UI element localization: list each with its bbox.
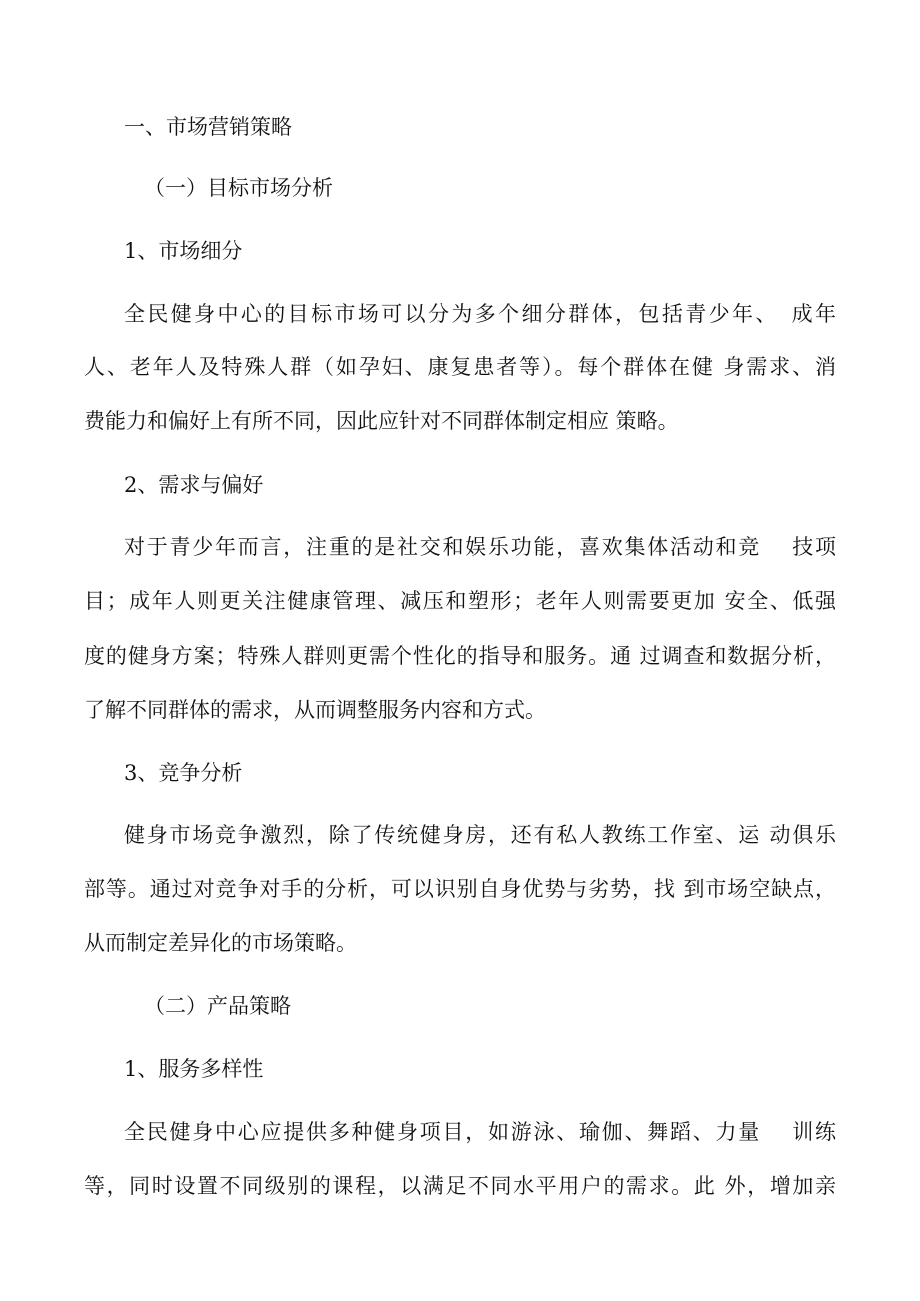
heading-service-diversity: 1、服务多样性 xyxy=(124,1057,264,1081)
heading-needs-preferences: 2、需求与偏好 xyxy=(124,473,264,497)
paragraph-diversity-line-1: 全民健身中心应提供多种健身项目，如游泳、瑜伽、舞蹈、力量 训练 xyxy=(124,1120,836,1144)
paragraph-needs-line-4: 了解不同群体的需求，从而调整服务内容和方式。 xyxy=(84,698,546,722)
paragraph-needs-line-1: 对于青少年而言，注重的是社交和娱乐功能，喜欢集体活动和竞 技项 xyxy=(124,535,836,559)
heading-marketing-strategy: 一、市场营销策略 xyxy=(124,115,292,139)
heading-competition-analysis: 3、竞争分析 xyxy=(124,761,243,785)
paragraph-segmentation-line-2: 人、老年人及特殊人群（如孕妇、康复患者等）。每个群体在健 身需求、消 xyxy=(84,355,836,379)
paragraph-competition-line-3: 从而制定差异化的市场策略。 xyxy=(84,931,357,955)
paragraph-competition-line-2: 部等。通过对竞争对手的分析，可以识别自身优势与劣势，找 到市场空缺点， xyxy=(84,877,836,901)
heading-market-segmentation: 1、市场细分 xyxy=(124,239,243,263)
paragraph-needs-line-3: 度的健身方案；特殊人群则更需个性化的指导和服务。通 过调查和数据分析， xyxy=(84,644,836,668)
paragraph-segmentation-line-1: 全民健身中心的目标市场可以分为多个细分群体，包括青少年、 成年 xyxy=(124,302,836,326)
paragraph-competition-line-1: 健身市场竞争激烈，除了传统健身房，还有私人教练工作室、运 动俱乐 xyxy=(124,823,836,847)
heading-target-market-analysis: （一）目标市场分析 xyxy=(144,176,333,200)
paragraph-needs-line-2: 目；成年人则更关注健康管理、减压和塑形；老年人则需要更加 安全、低强 xyxy=(84,589,836,613)
paragraph-segmentation-line-3: 费能力和偏好上有所不同，因此应针对不同群体制定相应 策略。 xyxy=(84,409,679,433)
heading-product-strategy: （二）产品策略 xyxy=(144,994,291,1018)
paragraph-diversity-line-2: 等，同时设置不同级别的课程，以满足不同水平用户的需求。此 外，增加亲 xyxy=(84,1174,836,1198)
